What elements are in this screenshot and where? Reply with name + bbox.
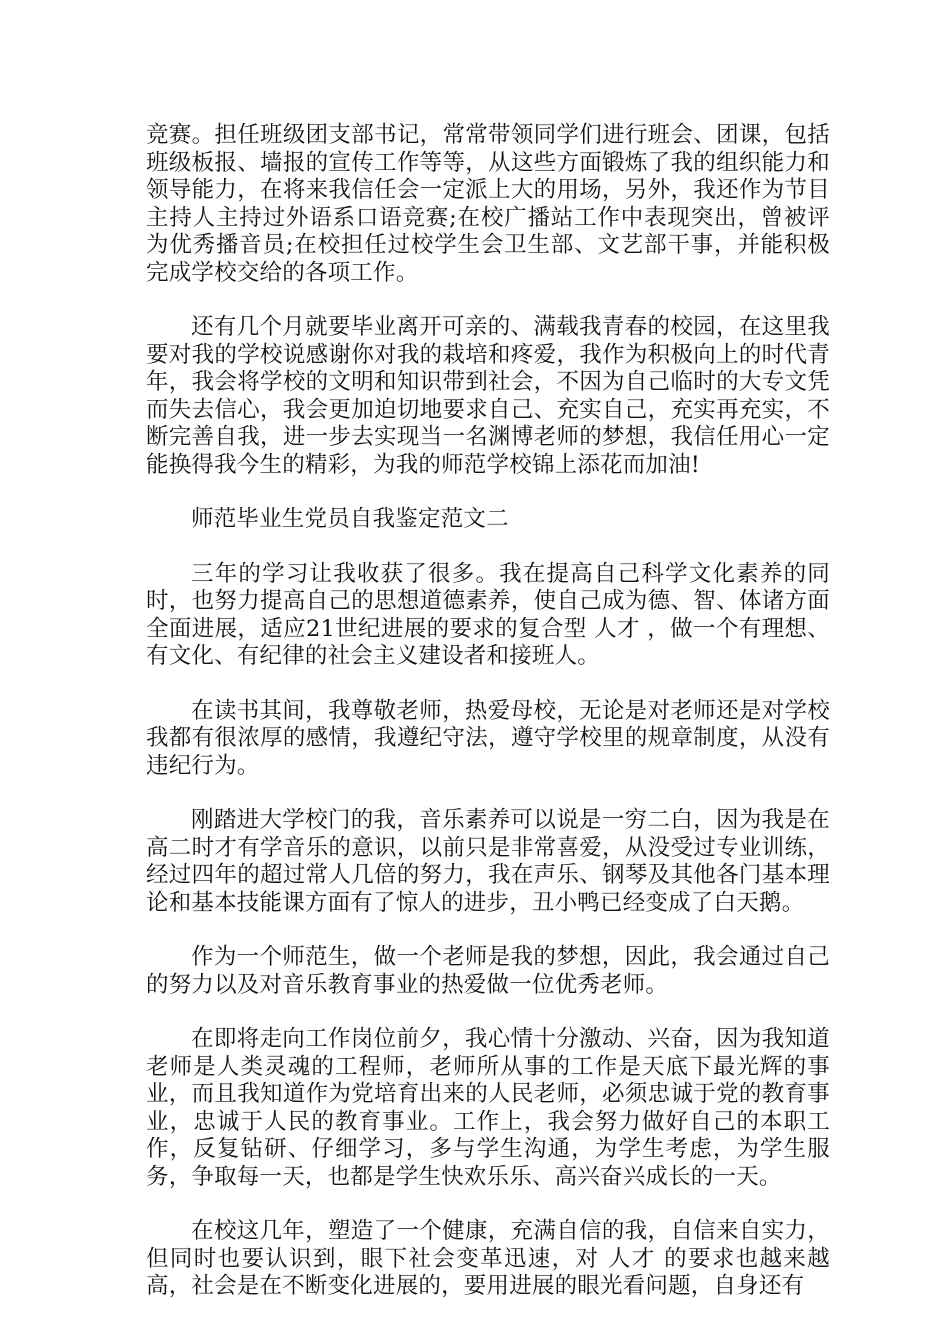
section-heading: 师范毕业生党员自我鉴定范文二	[191, 506, 509, 532]
paragraph-3: 三年的学习让我收获了很多。我在提高自己科学文化素养的同时，也努力提高自己的思想道德素养，使自己成为德、智、体诸方面全面进展，适应21世纪进展的要求的复合型 人才 ，做一个有理想、有文化、有纪律的社会主义建设者和接班人。	[146, 560, 830, 669]
paragraph-4: 在读书其间，我尊敬老师，热爱母校，无论是对老师还是对学校我都有很浓厚的感情，我遵纪守法，遵守学校里的规章制度，从没有违纪行为。	[146, 697, 830, 779]
paragraph-7: 在即将走向工作岗位前夕，我心情十分激动、兴奋，因为我知道老师是人类灵魂的工程师，老师所从事的工作是天底下最光辉的事业，而且我知道作为党培育出来的人民老师，必须忠诚于党的教育事业，忠诚于人民的教育事业。工作上，我会努力做好自己的本职工作，反复钻研、仔细学习，多与学生沟通，为学生考虑，为学生服务，争取每一天，也都是学生快欢乐乐、高兴奋兴成长的一天。	[146, 1026, 830, 1190]
paragraph-1: 竞赛。担任班级团支部书记，常常带领同学们进行班会、团课，包括班级板报、墙报的宣传工作等等，从这些方面锻炼了我的组织能力和领导能力，在将来我信任会一定派上大的用场，另外，我还作为节目主持人主持过外语系口语竞赛;在校广播站工作中表现突出，曾被评为优秀播音员;在校担任过校学生会卫生部、文艺部干事，并能积极完成学校交给的各项工作。	[146, 122, 830, 286]
paragraph-2: 还有几个月就要毕业离开可亲的、满载我青春的校园，在这里我要对我的学校说感谢你对我的栽培和疼爱，我作为积极向上的时代青年，我会将学校的文明和知识带到社会，不因为自己临时的大专文凭而失去信心，我会更加迫切地要求自己、充实自己，充实再充实，不断完善自我，进一步去实现当一名渊博老师的梦想，我信任用心一定能换得我今生的精彩，为我的师范学校锦上添花而加油!	[146, 314, 830, 478]
document-body	[146, 122, 830, 1301]
paragraph-5: 刚踏进大学校门的我，音乐素养可以说是一穷二白，因为我是在高二时才有学音乐的意识，以前只是非常喜爱，从没受过专业训练，经过四年的超过常人几倍的努力，我在声乐、钢琴及其他各门基本理论和基本技能课方面有了惊人的进步，丑小鸭已经变成了白天鹅。	[146, 807, 830, 916]
paragraph-8: 在校这几年，塑造了一个健康，充满自信的我，自信来自实力，但同时也要认识到，眼下社会变革迅速，对 人才 的要求也越来越高，社会是在不断变化进展的，要用进展的眼光看问题，自身还有	[146, 1218, 830, 1299]
paragraph-6: 作为一个师范生，做一个老师是我的梦想，因此，我会通过自己的努力以及对音乐教育事业的热爱做一位优秀老师。	[146, 944, 830, 998]
